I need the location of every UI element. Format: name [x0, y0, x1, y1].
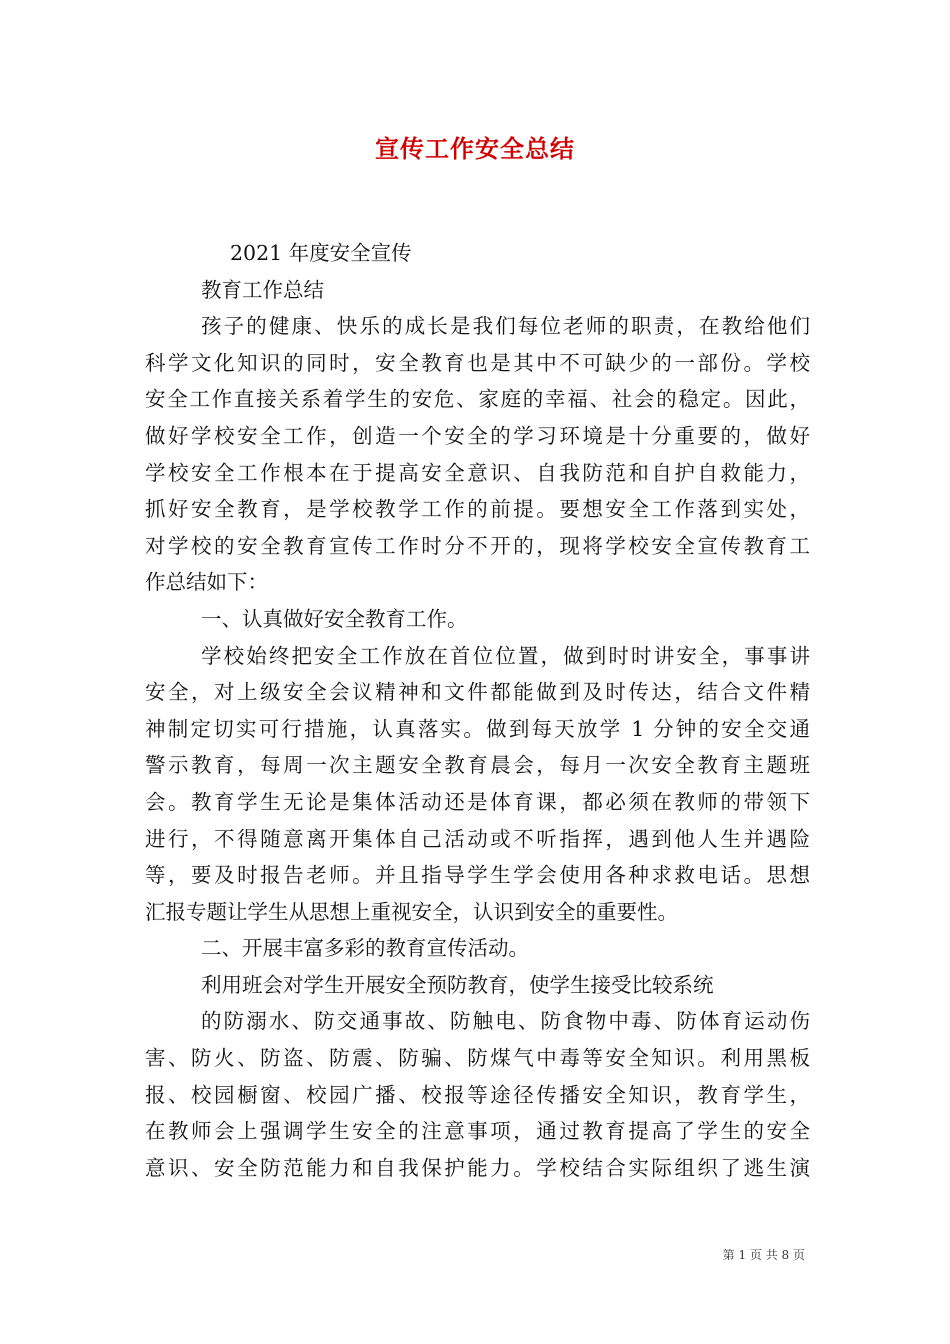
text-line: 报、校园橱窗、校园广播、校报等途径传播安全知识，教育学生，: [145, 1082, 810, 1107]
text-line: 学校始终把安全工作放在首位位置，做到时时讲安全，事事讲: [201, 643, 810, 668]
text-line: 会。教育学生无论是集体活动还是体育课，都必须在教师的带领下: [145, 789, 810, 814]
text-line: 安全工作直接关系着学生的安危、家庭的幸福、社会的稳定。因此，: [145, 387, 810, 412]
page-number-footer: 第 1 页 共 8 页: [722, 1248, 805, 1262]
text-line: 进行，不得随意离开集体自己活动或不听指挥，遇到他人生并遇险: [145, 826, 810, 851]
text-line: 安全，对上级安全会议精神和文件都能做到及时传达，结合文件精: [145, 680, 810, 705]
text-line: 汇报专题让学生从思想上重视安全，认识到安全的重要性。: [145, 899, 678, 924]
text-line: 抓好安全教育，是学校教学工作的前提。要想安全工作落到实处，: [145, 497, 810, 522]
text-line: 教育工作总结: [201, 277, 324, 302]
text-line: 孩子的健康、快乐的成长是我们每位老师的职责，在教给他们: [201, 314, 810, 339]
text-line: 一、认真做好安全教育工作。: [201, 606, 468, 631]
text-line: 二、开展丰富多彩的教育宣传活动。: [201, 936, 529, 961]
text-line: 等，要及时报告老师。并且指导学生学会使用各种求救电话。思想: [145, 863, 810, 888]
text-line: 科学文化知识的同时，安全教育也是其中不可缺少的一部份。学校: [145, 350, 810, 375]
text-line: 学校安全工作根本在于提高安全意识、自我防范和自护自救能力，: [145, 460, 810, 485]
text-line: 2021 年度安全宣传: [230, 241, 412, 265]
text-line: 利用班会对学生开展安全预防教育，使学生接受比较系统: [201, 972, 714, 997]
text-line: 意识、安全防范能力和自我保护能力。学校结合实际组织了逃生演: [145, 1155, 810, 1180]
text-line: 做好学校安全工作，创造一个安全的学习环境是十分重要的，做好: [145, 423, 810, 448]
text-line: 作总结如下：: [145, 570, 268, 595]
text-line: 在教师会上强调学生安全的注意事项，通过教育提高了学生的安全: [145, 1119, 810, 1144]
text-line: 的防溺水、防交通事故、防触电、防食物中毒、防体育运动伤: [201, 1009, 810, 1034]
text-line: 警示教育，每周一次主题安全教育晨会，每月一次安全教育主题班: [145, 753, 810, 778]
document-body: [145, 235, 810, 1186]
document-title: 宣传工作安全总结: [375, 134, 575, 163]
text-line: 害、防火、防盗、防震、防骗、防煤气中毒等安全知识。利用黑板: [145, 1046, 810, 1071]
text-line: 神制定切实可行措施，认真落实。做到每天放学 1 分钟的安全交通: [145, 716, 810, 741]
text-line: 对学校的安全教育宣传工作时分不开的，现将学校安全宣传教育工: [145, 533, 810, 558]
